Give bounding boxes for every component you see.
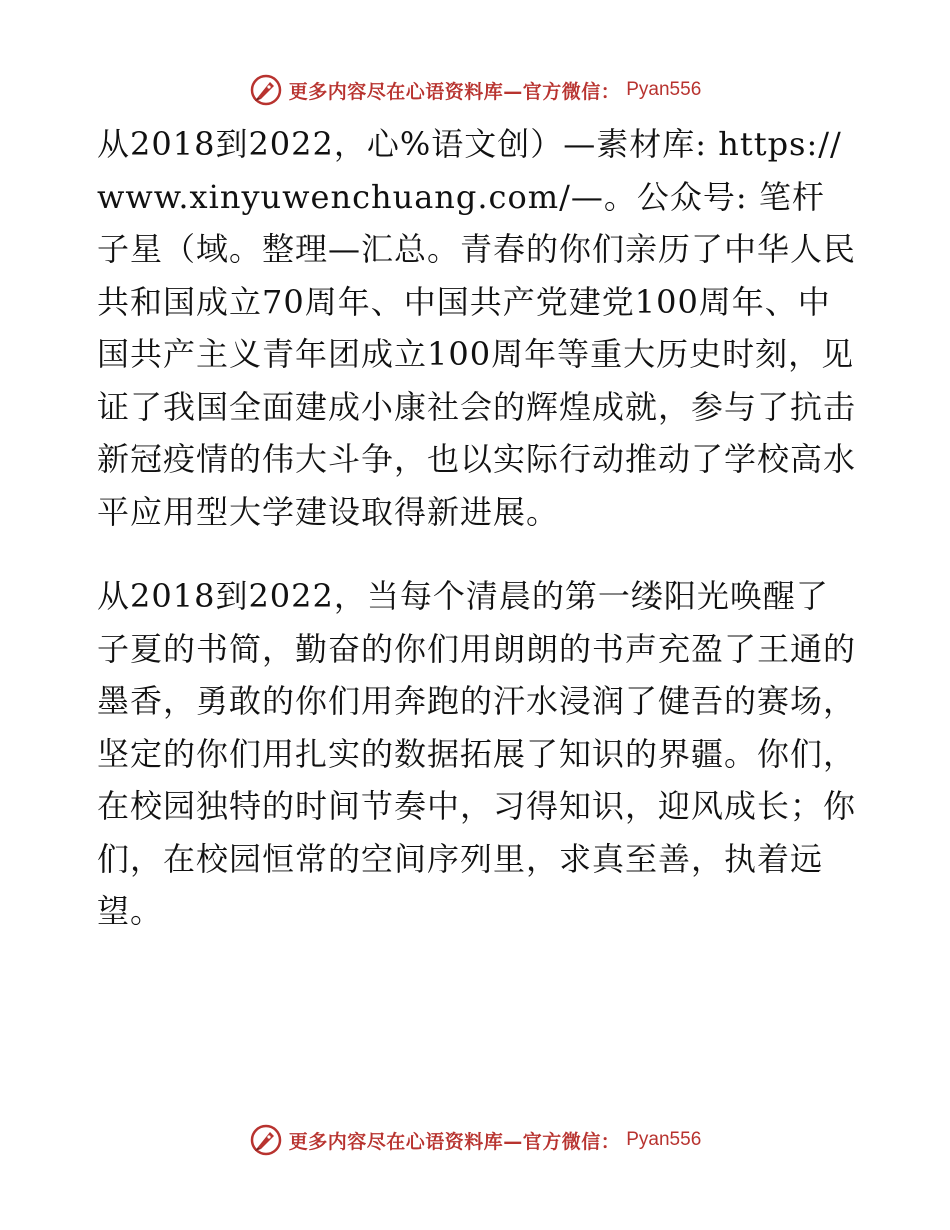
footer-wechat-id: Pyan556: [626, 1129, 702, 1150]
document-body: [97, 118, 857, 938]
header-banner-text: 更多内容尽在心语资料库—官方微信：: [288, 80, 621, 103]
footer-banner-text: 更多内容尽在心语资料库—官方微信：: [288, 1130, 621, 1153]
pen-nib-logo-icon: [249, 73, 283, 107]
paragraph-2: 从2018到2022，当每个清晨的第一缕阳光唤醒了子夏的书简，勤奋的你们用朗朗的书声充盈了王通的墨香，勇敢的你们用奔跑的汗水浸润了健吾的赛场，坚定的你们用扎实的数据拓展了知识的界疆。你们，在校园独特的时间节奏中，习得知识，迎风成长；你们，在校园恒常的空间序列里，求真至善，执着远望。: [97, 577, 857, 930]
header-wechat-id: Pyan556: [626, 79, 702, 100]
header-banner: [0, 70, 950, 110]
paragraph-1: 从2018到2022，心%语文创）—素材库: https://www.xinyuwenchuang.com/—。公众号: 笔杆子星（域。整理—汇总。青春的你们亲历了中华人民共和国成立70周年、中国共产党建党100周年、中国共产主义青年团成立100周年等重大历史时刻，见证了我国全面建成小康社会的辉煌成就，参与了抗击新冠疫情的伟大斗争，也以实际行动推动了学校高水平应用型大学建设取得新进展。: [97, 125, 857, 531]
pen-nib-logo-icon: [249, 1123, 283, 1157]
footer-banner: [0, 1120, 950, 1160]
